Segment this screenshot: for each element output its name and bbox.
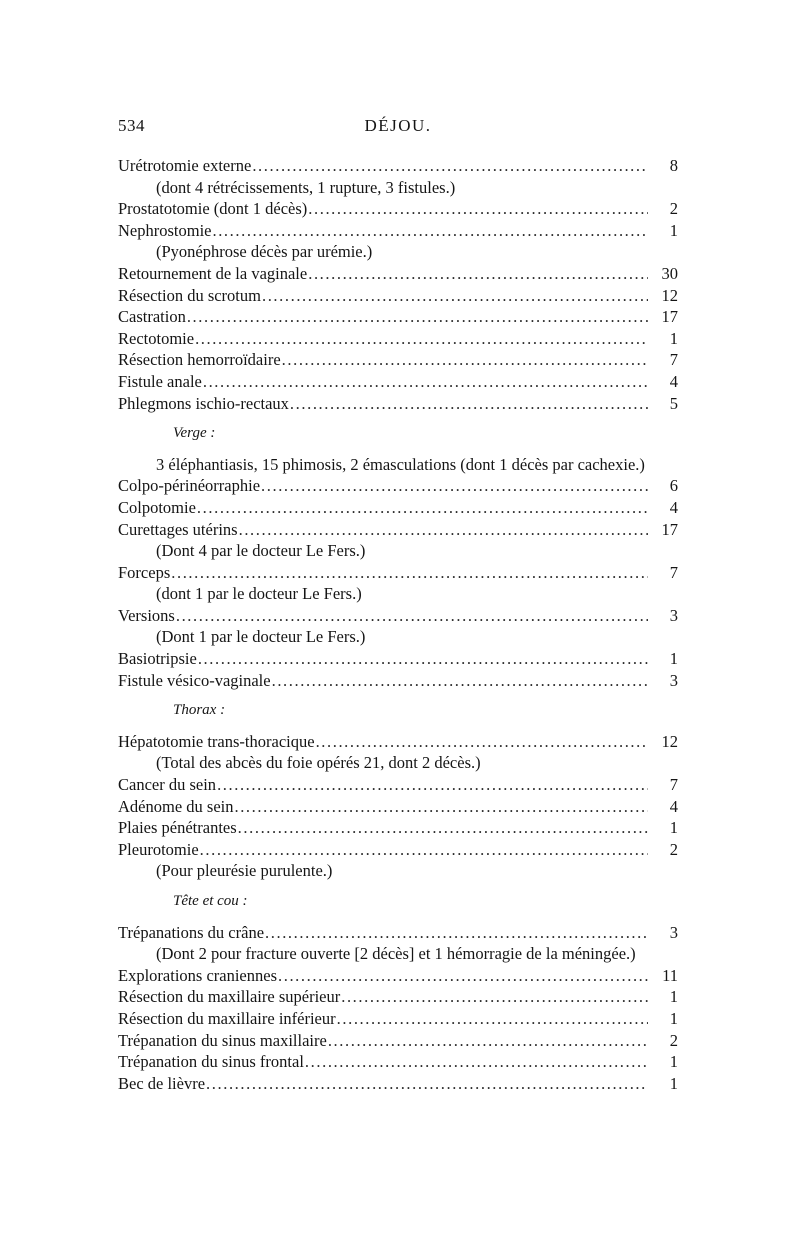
list-item xyxy=(118,774,678,796)
operation-label: Phlegmons ischio-rectaux xyxy=(118,393,289,413)
operation-count: 4 xyxy=(669,796,678,816)
dot-leader xyxy=(272,670,648,692)
operation-label: Adénome du sein xyxy=(118,796,234,816)
list-item xyxy=(118,986,678,1008)
operation-count: 1 xyxy=(669,220,678,240)
operation-label: Urétrotomie externe xyxy=(118,156,252,175)
list-item xyxy=(118,839,678,861)
section-heading: Tête et cou : xyxy=(173,893,248,909)
list-item xyxy=(118,796,678,818)
operation-label: Résection du maxillaire inférieur xyxy=(118,1008,336,1028)
list-item xyxy=(118,1051,678,1073)
operation-label: Basiotripsie xyxy=(118,649,197,669)
operation-count: 5 xyxy=(669,393,678,413)
dot-leader xyxy=(217,774,648,796)
dot-leader xyxy=(171,562,648,584)
list-item xyxy=(118,1073,678,1095)
operation-count: 4 xyxy=(669,371,678,391)
list-item xyxy=(118,605,678,627)
operation-count: 1 xyxy=(669,1008,678,1028)
dot-leader xyxy=(290,393,648,415)
note-text: (Dont 2 pour fracture ouverte [2 décès] et 1 hémorragie de la méningée.) xyxy=(156,944,636,964)
list-item xyxy=(118,497,678,519)
list-item xyxy=(118,393,678,415)
operation-label: Colpo-périnéorraphie xyxy=(118,476,261,496)
dot-leader xyxy=(308,198,648,220)
operation-count: 17 xyxy=(661,519,678,539)
note-text: (dont 1 par le docteur Le Fers.) xyxy=(156,584,362,604)
dot-leader xyxy=(337,1008,648,1030)
list-item xyxy=(118,285,678,307)
list-item xyxy=(118,220,678,242)
operation-label: Retournement de la vaginale xyxy=(118,263,308,283)
operation-count: 30 xyxy=(661,263,678,283)
operation-label: Nephrostomie xyxy=(118,220,212,240)
note-text: (dont 4 rétrécissements, 1 rupture, 3 fistules.) xyxy=(156,177,456,197)
dot-leader xyxy=(212,220,648,242)
note-text: (Dont 4 par le docteur Le Fers.) xyxy=(156,541,366,561)
note-text: (Dont 1 par le docteur Le Fers.) xyxy=(156,627,366,647)
operation-label: Prostatotomie (dont 1 décès) xyxy=(118,199,308,219)
list-item xyxy=(118,965,678,987)
operation-count: 12 xyxy=(661,285,678,305)
operation-count: 4 xyxy=(669,497,678,517)
note-text: (Pyonéphrose décès par urémie.) xyxy=(156,242,373,262)
note-text: (Total des abcès du foie opérés 21, dont 2 décès.) xyxy=(156,753,481,773)
operation-count: 1 xyxy=(669,818,678,838)
dot-leader xyxy=(278,965,648,987)
list-item xyxy=(118,648,678,670)
dot-leader xyxy=(262,285,648,307)
section-heading: Verge : xyxy=(173,425,216,442)
dot-leader xyxy=(197,497,648,519)
operation-label: Colpotomie xyxy=(118,497,196,517)
dot-leader xyxy=(195,328,648,350)
operation-count: 17 xyxy=(661,307,678,327)
dot-leader xyxy=(198,648,648,670)
operation-count: 1 xyxy=(669,328,678,348)
operation-count: 11 xyxy=(662,965,678,985)
operation-label: Hépatotomie trans-thoracique xyxy=(118,731,315,751)
operations-list xyxy=(118,155,678,1094)
operation-count: 3 xyxy=(669,922,678,942)
dot-leader xyxy=(203,371,648,393)
operation-label: Rectotomie xyxy=(118,328,195,348)
dot-leader xyxy=(328,1030,648,1052)
operation-count: 7 xyxy=(669,562,678,582)
operation-count: 1 xyxy=(669,649,678,669)
list-item xyxy=(118,371,678,393)
running-header xyxy=(118,116,678,142)
operation-label: Résection du scrotum xyxy=(118,285,261,305)
operation-label: Fistule anale xyxy=(118,371,202,391)
operation-count: 12 xyxy=(661,731,678,751)
list-item xyxy=(118,475,678,497)
dot-leader xyxy=(176,605,648,627)
operation-count: 7 xyxy=(669,350,678,370)
dot-leader xyxy=(234,796,648,818)
operation-count: 2 xyxy=(669,1030,678,1050)
dot-leader xyxy=(206,1073,648,1095)
dot-leader xyxy=(261,475,648,497)
operation-count: 8 xyxy=(669,156,678,175)
dot-leader xyxy=(308,263,648,285)
operation-label: Pleurotomie xyxy=(118,839,199,859)
operation-label: Versions xyxy=(118,605,175,625)
operation-label: Explorations craniennes xyxy=(118,965,277,985)
operation-count: 1 xyxy=(669,1073,678,1093)
operation-count: 1 xyxy=(669,987,678,1007)
list-item xyxy=(118,562,678,584)
dot-leader xyxy=(239,519,648,541)
operation-label: Cancer du sein xyxy=(118,775,217,795)
operation-count: 3 xyxy=(669,605,678,625)
list-item xyxy=(118,670,678,692)
dot-leader xyxy=(238,817,648,839)
operation-count: 1 xyxy=(669,1052,678,1072)
list-item xyxy=(118,1008,678,1030)
operation-label: Trépanation du sinus frontal xyxy=(118,1052,304,1072)
operation-label: Résection du maxillaire supérieur xyxy=(118,987,341,1007)
dot-leader xyxy=(341,986,648,1008)
list-item xyxy=(118,349,678,371)
dot-leader xyxy=(305,1051,648,1073)
running-title: DÉJOU. xyxy=(364,116,432,135)
list-item xyxy=(118,198,678,220)
list-item xyxy=(118,922,678,944)
operation-count: 6 xyxy=(669,476,678,496)
note-text: (Pour pleurésie purulente.) xyxy=(156,861,333,881)
section-heading: Thorax : xyxy=(173,702,226,719)
operation-label: Trépanations du crâne xyxy=(118,922,265,942)
note-text: 3 éléphantiasis, 15 phimosis, 2 émasculations (dont 1 décès par cachexie.) xyxy=(156,454,645,474)
operation-label: Curettages utérins xyxy=(118,519,238,539)
list-item xyxy=(118,306,678,328)
list-item xyxy=(118,263,678,285)
dot-leader xyxy=(265,922,648,944)
operation-label: Plaies pénétrantes xyxy=(118,818,237,838)
operation-count: 7 xyxy=(669,775,678,795)
operation-label: Résection hemorroïdaire xyxy=(118,350,281,370)
operation-label: Bec de lièvre xyxy=(118,1073,206,1093)
list-item xyxy=(118,155,678,177)
dot-leader xyxy=(316,731,648,753)
operation-label: Fistule vésico-vaginale xyxy=(118,670,271,690)
list-item xyxy=(118,519,678,541)
operation-label: Trépanation du sinus maxillaire xyxy=(118,1030,327,1050)
list-item xyxy=(118,1030,678,1052)
dot-leader xyxy=(187,306,648,328)
operation-label: Forceps xyxy=(118,562,171,582)
list-item xyxy=(118,731,678,753)
dot-leader xyxy=(282,349,648,371)
page-number: 534 xyxy=(118,116,145,135)
operation-count: 3 xyxy=(669,670,678,690)
operation-count: 2 xyxy=(669,839,678,859)
list-item xyxy=(118,328,678,350)
operation-count: 2 xyxy=(669,199,678,219)
operation-label: Castration xyxy=(118,307,186,327)
dot-leader xyxy=(200,839,648,861)
dot-leader xyxy=(252,155,648,177)
list-item xyxy=(118,817,678,839)
